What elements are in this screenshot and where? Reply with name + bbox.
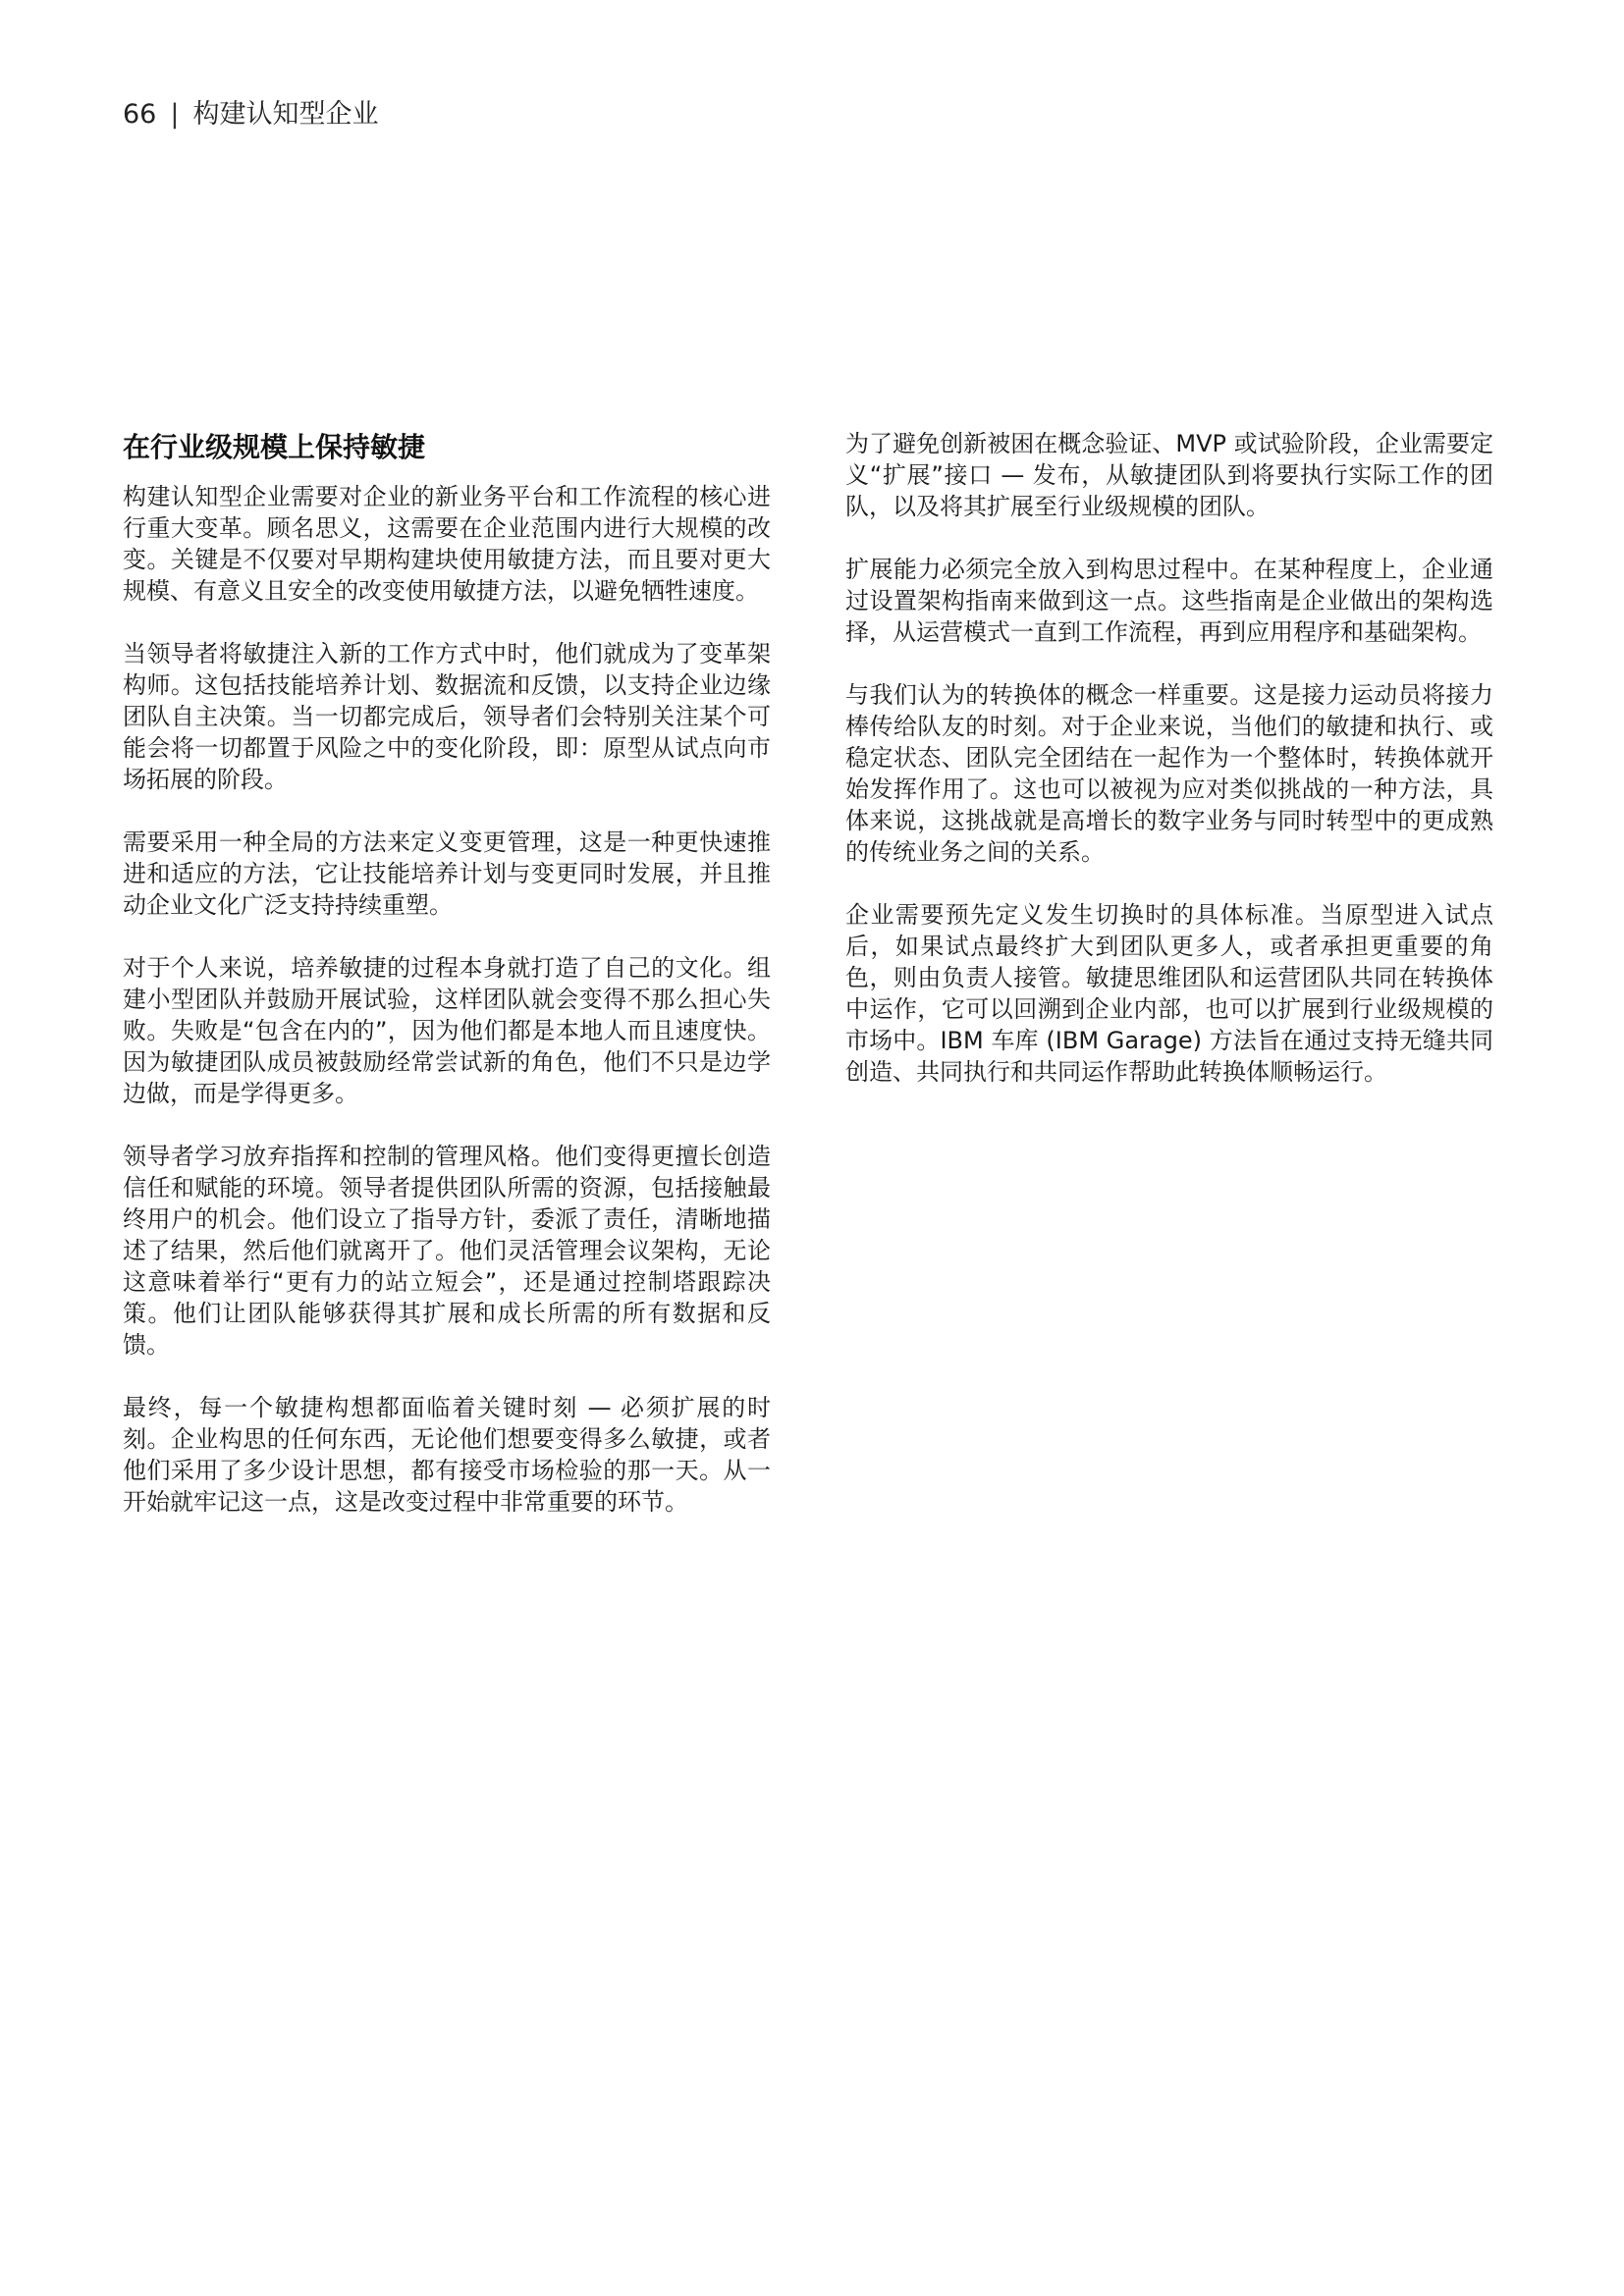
page-number: 66 xyxy=(123,99,157,130)
body-paragraph: 需要采用一种全局的方法来定义变更管理，这是一种更快速推进和适应的方法，它让技能培养计划与变更同时发展，并且推动企业文化广泛支持持续重塑。 xyxy=(123,828,771,919)
right-column xyxy=(845,428,1493,1119)
body-paragraph: 对于个人来说，培养敏捷的过程本身就打造了自己的文化。组建小型团队并鼓励开展试验，这样团队就会变得不那么担心失败。失败是“包含在内的”，因为他们都是本地人而且速度快。因为敏捷团队成员被鼓励经常尝试新的角色，他们不只是边学边做，而是学得更多。 xyxy=(123,954,771,1107)
running-header xyxy=(123,98,378,132)
left-column xyxy=(123,428,771,1549)
body-paragraph: 为了避免创新被困在概念验证、MVP 或试验阶段，企业需要定义“扩展”接口 — 发布，从敏捷团队到将要执行实际工作的团队，以及将其扩展至行业级规模的团队。 xyxy=(845,430,1493,520)
header-separator: | xyxy=(170,99,180,130)
body-paragraph: 最终，每一个敏捷构想都面临着关键时刻 — 必须扩展的时刻。企业构思的任何东西，无论他们想要变得多么敏捷，或者他们采用了多少设计思想，都有接受市场检验的那一天。从一开始就牢记这一点，这是改变过程中非常重要的环节。 xyxy=(123,1394,771,1516)
body-paragraph: 当领导者将敏捷注入新的工作方式中时，他们就成为了变革架构师。这包括技能培养计划、数据流和反馈，以支持企业边缘团队自主决策。当一切都完成后，领导者们会特别关注某个可能会将一切都置于风险之中的变化阶段，即：原型从试点向市场拓展的阶段。 xyxy=(123,640,771,793)
body-paragraph: 企业需要预先定义发生切换时的具体标准。当原型进入试点后，如果试点最终扩大到团队更多人，或者承担更重要的角色，则由负责人接管。敏捷思维团队和运营团队共同在转换体中运作，它可以回溯到企业内部，也可以扩展到行业级规模的市场中。IBM 车库 (IBM Garage) 方法旨在通过支持无缝共同创造、共同执行和共同运作帮助此转换体顺畅运行。 xyxy=(845,901,1493,1086)
book-title: 构建认知型企业 xyxy=(192,99,379,130)
section-title: 在行业级规模上保持敏捷 xyxy=(123,431,426,463)
body-paragraph: 扩展能力必须完全放入到构思过程中。在某种程度上，企业通过设置架构指南来做到这一点。这些指南是企业做出的架构选择，从运营模式一直到工作流程，再到应用程序和基础架构。 xyxy=(845,556,1493,646)
body-paragraph: 构建认知型企业需要对企业的新业务平台和工作流程的核心进行重大变革。顾名思义，这需要在企业范围内进行大规模的改变。关键是不仅要对早期构建块使用敏捷方法，而且要对更大规模、有意义且安全的改变使用敏捷方法，以避免牺牲速度。 xyxy=(123,483,771,605)
body-paragraph: 领导者学习放弃指挥和控制的管理风格。他们变得更擅长创造信任和赋能的环境。领导者提供团队所需的资源，包括接触最终用户的机会。他们设立了指导方针，委派了责任，清晰地描述了结果，然后他们就离开了。他们灵活管理会议架构，无论这意味着举行“更有力的站立短会”，还是通过控制塔跟踪决策。他们让团队能够获得其扩展和成长所需的所有数据和反馈。 xyxy=(123,1143,771,1359)
body-paragraph: 与我们认为的转换体的概念一样重要。这是接力运动员将接力棒传给队友的时刻。对于企业来说，当他们的敏捷和执行、或稳定状态、团队完全团结在一起作为一个整体时，转换体就开始发挥作用了。这也可以被视为应对类似挑战的一种方法，具体来说，这挑战就是高增长的数字业务与同时转型中的更成熟的传统业务之间的关系。 xyxy=(845,681,1493,866)
